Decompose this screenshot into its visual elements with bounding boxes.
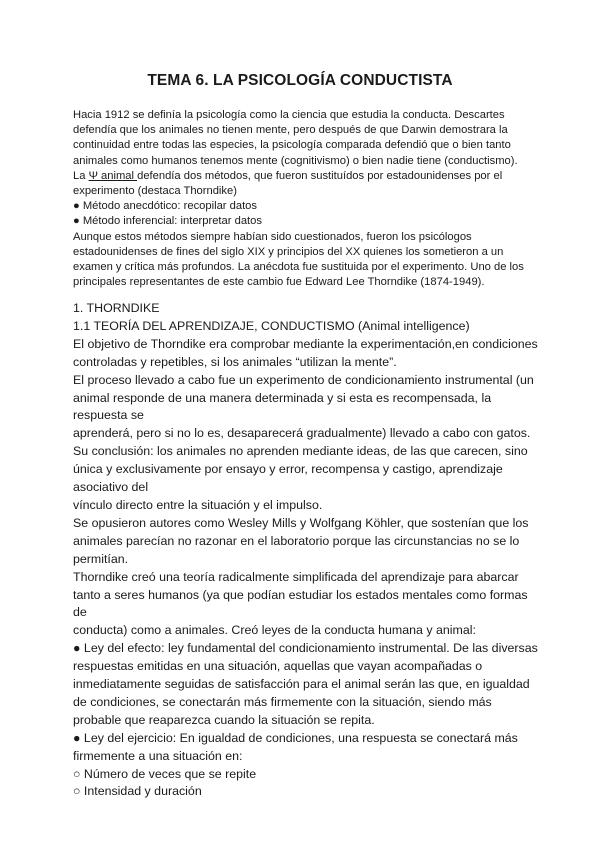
- body-line: firmemente a una situación en:: [73, 748, 243, 763]
- main-section: [73, 300, 543, 801]
- text-prefix: La: [73, 169, 89, 182]
- sub-bullet-item: ○ Intensidad y duración: [73, 784, 202, 799]
- body-line: Thorndike creó una teoría radicalmente simplificada del aprendizaje para abarcar: [73, 569, 519, 584]
- section-heading: 1. THORNDIKE: [73, 301, 160, 315]
- intro-line: Hacia 1912 se definía la psicología como la ciencia que estudia la conducta. Descartes: [73, 109, 505, 121]
- body-line: vínculo directo entre la situación y el impulso.: [73, 497, 323, 512]
- body-line: conducta) como a animales. Creó leyes de la conducta humana y animal:: [73, 623, 476, 638]
- intro-line: examen y crítica más profundos. La anécdota fue sustituida por el experimento. Uno de los: [73, 261, 524, 274]
- intro-line: Aunque estos métodos siempre habían sido cuestionados, fueron los psicólogos: [73, 230, 472, 243]
- sub-bullet-item: ○ Número de veces que se repite: [73, 766, 257, 781]
- body-line: probable que reaparezca cuando la situación se repita.: [73, 712, 375, 727]
- body-line: El proceso llevado a cabo fue un experimento de condicionamiento instrumental (un: [73, 372, 534, 387]
- body-line: de condiciones, se conectarán más firmemente con la situación, siendo más: [73, 694, 492, 709]
- intro-line: estadounidenses de fines del siglo XIX y principios del XX quienes los sometieron a un: [73, 245, 504, 258]
- bullet-item: ● Ley del efecto: ley fundamental del condicionamiento instrumental. De las diversas: [73, 641, 538, 656]
- body-line: animales parecían no razonar en el laboratorio porque las circunstancias no se lo: [73, 533, 520, 548]
- bullet-item: ● Ley del ejercicio: En igualdad de condiciones, una respuesta se conectará más: [73, 730, 518, 745]
- body-line: respuesta se: [73, 408, 144, 423]
- intro-line-methods: [73, 169, 543, 184]
- bullet-item: ● Método anecdótico: recopilar datos: [73, 200, 257, 213]
- body-line: controladas y repetibles, si los animales “utilizan la mente”.: [73, 354, 397, 369]
- intro-line: defendía que los animales no tienen mente, pero después de que Darwin demostrara la: [73, 124, 508, 137]
- intro-line: continuidad entre todas las especies, la psicología comparada defendió que o bien tanto: [73, 139, 511, 152]
- body-line: tanto a seres humanos (ya que podían estudiar los estados mentales como formas: [73, 587, 528, 602]
- intro-line: experimento (destaca Thorndike): [73, 185, 237, 198]
- body-line: inmediatamente seguidas de satisfacción para el animal serán las que, en igualdad: [73, 677, 530, 692]
- body-line: animal responde de una manera determinada y si esta es recompensada, la: [73, 390, 492, 405]
- intro-line: animales como humanos tenemos mente (cognitivismo) o bien nadie tiene (conductismo).: [73, 154, 518, 167]
- subsection-heading: 1.1 TEORÍA DEL APRENDIZAJE, CONDUCTISMO (Animal intelligence): [73, 318, 470, 333]
- bullet-item: ● Método inferencial: interpretar datos: [73, 215, 262, 228]
- body-line: única y exclusivamente por ensayo y error, recompensa y castigo, aprendizaje: [73, 462, 503, 477]
- page-title: TEMA 6. LA PSICOLOGÍA CONDUCTISTA: [147, 72, 453, 89]
- body-line: El objetivo de Thorndike era comprobar mediante la experimentación,en condiciones: [73, 336, 538, 351]
- body-line: aprenderá, pero si no lo es, desaparecerá gradualmente) llevado a cabo con gatos.: [73, 426, 531, 441]
- body-line: asociativo del: [73, 480, 149, 495]
- underlined-term: Ψ animal: [88, 169, 138, 182]
- intro-line: principales representantes de este cambio fue Edward Lee Thorndike (1874-1949).: [73, 276, 485, 289]
- body-line: Su conclusión: los animales no aprenden mediante ideas, de las que carecen, sino: [73, 444, 528, 459]
- body-line: Se opusieron autores como Wesley Mills y Wolfgang Köhler, que sostenían que los: [73, 515, 529, 530]
- text-rest: defendía dos métodos, que fueron sustituídos por estadounidenses por el: [137, 169, 503, 182]
- body-line: de: [73, 605, 87, 620]
- intro-section: [73, 108, 543, 290]
- body-line: respuestas emitidas en una situación, aquellas que vayan acompañadas o: [73, 659, 483, 674]
- body-line: permitían.: [73, 551, 129, 566]
